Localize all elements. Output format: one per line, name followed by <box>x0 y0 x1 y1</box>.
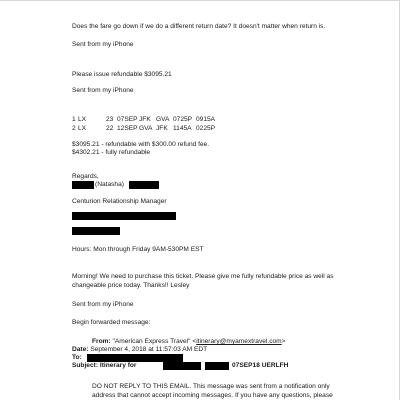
from-close: > <box>281 338 286 345</box>
origin-airport: GVA <box>139 125 153 132</box>
begin-forwarded-line: Begin forwarded message: <box>72 319 151 326</box>
flight-number: 23 <box>106 116 114 123</box>
redaction-block <box>129 181 159 189</box>
from-label: From: <box>92 338 111 345</box>
itinerary-row <box>72 116 272 124</box>
departure-time: 1145A <box>173 125 192 132</box>
subject-value: Itinerary for <box>99 362 137 369</box>
departure-time: 0725P <box>173 116 193 123</box>
destination-airport: GVA <box>156 116 170 123</box>
segment-number: 1 <box>72 116 76 123</box>
disclaimer-line: address that cannot accept incoming messages. If you have any questions, please <box>92 392 333 399</box>
airline-code: LX <box>78 125 87 132</box>
signature-nickname: (Natasha) <box>95 181 124 188</box>
sent-from-line: Sent from my iPhone <box>72 301 134 308</box>
segment-number: 2 <box>72 125 76 132</box>
redaction-block <box>72 181 94 189</box>
regards-line: Regards, <box>72 173 99 180</box>
forwarded-date-line <box>72 346 207 354</box>
redaction-block <box>205 362 229 370</box>
issue-request-line: Please issue refundable $3095.21 <box>72 71 172 78</box>
from-value: "American Express Travel" < <box>112 338 197 345</box>
hours-line: Hours: Mon through Friday 9AM-530PM EST <box>72 246 204 253</box>
airline-code: LX <box>78 116 87 123</box>
date-label: Date: <box>72 346 89 353</box>
sender-email-link[interactable]: itinerary@myamextravel.com <box>196 338 282 345</box>
forwarded-subject-line <box>72 362 137 370</box>
redaction-block <box>163 362 201 370</box>
itinerary-row <box>72 125 272 133</box>
arrival-time: 0915A <box>196 116 216 123</box>
flight-date: 07SEP <box>117 116 138 123</box>
forwarded-from-line <box>92 338 286 346</box>
question-line: Does the fare go down if we do a different return date? It doesn't matter when return is. <box>72 23 326 30</box>
disclaimer-line: DO NOT REPLY TO THIS EMAIL. This message was sent from a notification only <box>92 383 330 390</box>
subject-label: Subject: <box>72 362 99 369</box>
sent-from-line: Sent from my iPhone <box>72 41 134 48</box>
flight-date: 12SEP <box>117 125 138 132</box>
redaction-block <box>72 227 120 235</box>
message-line: changeable price today. Thanks!! Lesley <box>72 282 190 289</box>
fare-refund-fee: $3095.21 - refundable with $300.00 refund fee. <box>72 141 210 148</box>
fare-full-refund: $4302.21 - fully refundable <box>72 149 151 156</box>
subject-code: 07SEP18 UERLFH <box>232 362 289 369</box>
sent-from-line: Sent from my iPhone <box>72 87 134 94</box>
date-value: September 4, 2018 at 11:57:03 AM EDT <box>90 346 208 353</box>
redaction-block <box>72 212 176 220</box>
arrival-time: 0225P <box>196 125 216 132</box>
destination-airport: JFK <box>156 125 168 132</box>
signature-title: Centurion Relationship Manager <box>72 198 167 205</box>
message-line: Morning! We need to purchase this ticket. Please give me fully refundable price as well as <box>72 273 334 280</box>
origin-airport: JFK <box>139 116 151 123</box>
redaction-block <box>87 354 183 362</box>
to-label: To: <box>72 354 82 361</box>
flight-number: 22 <box>106 125 114 132</box>
